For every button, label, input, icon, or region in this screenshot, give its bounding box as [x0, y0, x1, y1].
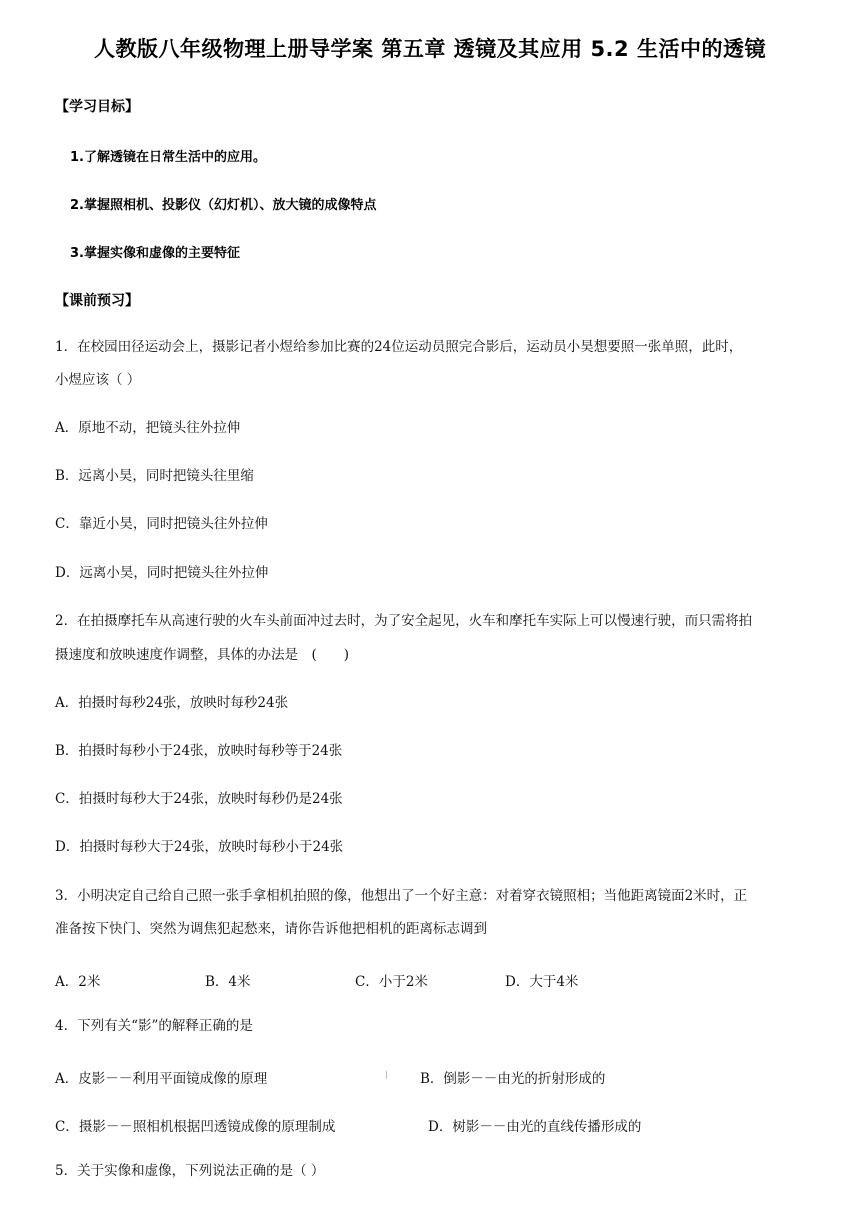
question-4-option-c: C．摄影－－照相机根据凹透镜成像的原理制成: [55, 1119, 336, 1135]
question-2-stem-line-1: 2．在拍摄摩托车从高速行驶的火车头前面冲过去时，为了安全起见，火车和摩托车实际上可以慢速行驶，而只需将拍: [55, 613, 753, 629]
question-2-option-d: D．拍摄时每秒大于24张，放映时每秒小于24张: [55, 839, 344, 855]
section-header-goals: 【学习目标】: [55, 99, 139, 115]
column-divider-mark: [386, 1071, 387, 1079]
question-3-stem-line-2: 准备按下快门、突然为调焦犯起愁来，请你告诉他把相机的距离标志调到: [55, 921, 487, 937]
question-4-option-d: D．树影－－由光的直线传播形成的: [428, 1119, 642, 1135]
question-4-option-a: A．皮影－－利用平面镜成像的原理: [55, 1071, 268, 1087]
page-title: 人教版八年级物理上册导学案 第五章 透镜及其应用 5.2 生活中的透镜: [94, 37, 766, 61]
question-4-option-b: B．倒影－－由光的折射形成的: [420, 1071, 606, 1087]
goal-item-3: 3.掌握实像和虚像的主要特征: [70, 246, 240, 261]
question-3-option-a: A．2米: [55, 974, 101, 990]
goal-item-1: 1.了解透镜在日常生活中的应用。: [70, 150, 266, 165]
question-2-option-c: C．拍摄时每秒大于24张，放映时每秒仍是24张: [55, 791, 343, 807]
question-3-option-c: C．小于2米: [355, 974, 428, 990]
question-3-option-b: B．4米: [205, 974, 251, 990]
section-header-preview: 【课前预习】: [55, 293, 139, 309]
question-2-stem-line-2: 摄速度和放映速度作调整，具体的办法是 ( ): [55, 647, 350, 663]
question-5-stem-line-1: 5．关于实像和虚像，下列说法正确的是（ ）: [55, 1163, 325, 1179]
question-1-option-a: A．原地不动，把镜头往外拉伸: [55, 420, 241, 436]
question-2-option-b: B．拍摄时每秒小于24张，放映时每秒等于24张: [55, 743, 343, 759]
question-2-option-a: A．拍摄时每秒24张，放映时每秒24张: [55, 695, 289, 711]
question-1-option-b: B．远离小昊，同时把镜头往里缩: [55, 468, 254, 484]
question-4-stem-line-1: 4．下列有关“影”的解释正确的是: [55, 1018, 253, 1034]
question-3-stem-line-1: 3．小明决定自己给自己照一张手拿相机拍照的像，他想出了一个好主意：对着穿衣镜照相；当他距离镜面2米时，正: [55, 888, 748, 904]
question-1-option-c: C．靠近小昊，同时把镜头往外拉伸: [55, 516, 268, 532]
question-3-option-d: D．大于4米: [505, 974, 579, 990]
goal-item-2: 2.掌握照相机、投影仪（幻灯机）、放大镜的成像特点: [70, 198, 377, 213]
question-1-stem-line-2: 小煜应该（ ）: [55, 372, 141, 388]
question-1-stem-line-1: 1．在校园田径运动会上，摄影记者小煜给参加比赛的24位运动员照完合影后，运动员小昊想要照一张单照，此时，: [55, 339, 743, 355]
question-1-option-d: D．远离小昊，同时把镜头往外拉伸: [55, 565, 269, 581]
